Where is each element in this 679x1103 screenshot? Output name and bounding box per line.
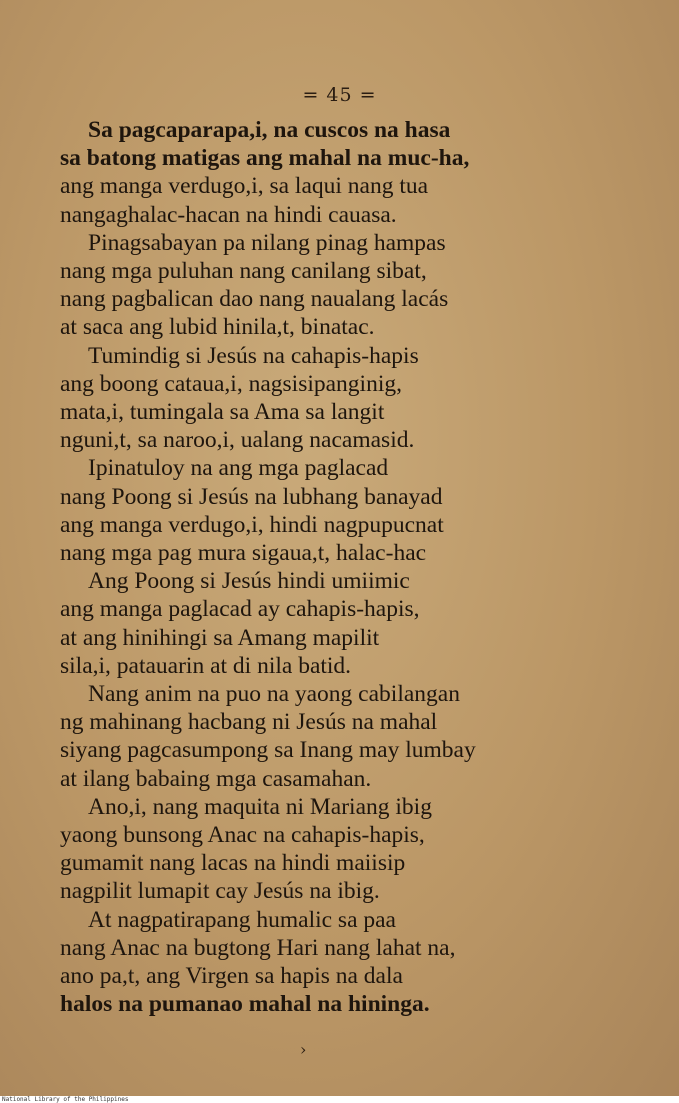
stanza-4-line-2: nang Poong si Jesús na lubhang banayad: [60, 483, 443, 510]
stanza-2-line-2: nang mga puluhan nang canilang sibat,: [60, 258, 427, 285]
stanza-6: [60, 680, 640, 793]
stanza-4-line-3: ang manga verdugo,i, hindi nagpupucnat: [60, 511, 444, 538]
stanza-1-line-4: nangaghalac-hacan na hindi cauasa.: [60, 201, 397, 228]
stanza-7: [60, 793, 640, 906]
stanza-7-line-2: yaong bunsong Anac na cahapis-hapis,: [60, 822, 425, 849]
stanza-5-line-4: sila,i, patauarin at di nila batid.: [60, 652, 352, 679]
stanza-7-line-3: gumamit nang lacas na hindi maiisip: [60, 850, 406, 877]
footer-mark: ›: [300, 1040, 307, 1059]
stanza-3-line-2: ang boong cataua,i, nagsisipanginig,: [60, 370, 402, 397]
stanza-4: [60, 454, 640, 567]
stanza-8-line-3: ano pa,t, ang Virgen sa hapis na dala: [60, 963, 403, 990]
stanza-5-line-3: at ang hinihingi sa Amang mapilit: [60, 624, 380, 651]
stanza-5: [60, 567, 640, 680]
stanza-1-line-2: sa batong matigas ang mahal na muc-ha,: [60, 145, 470, 172]
poem-text: [60, 116, 640, 1019]
stanza-7-line-1: Ano,i, nang maquita ni Mariang ibig: [88, 793, 432, 820]
stanza-5-line-1: Ang Poong si Jesús hindi umiimic: [88, 568, 410, 595]
stanza-2-line-3: nang pagbalican dao nang naualang lacás: [60, 286, 449, 313]
stanza-3: [60, 342, 640, 455]
stanza-8: [60, 906, 640, 1019]
stanza-6-line-3: siyang pagcasumpong sa Inang may lumbay: [60, 737, 476, 764]
stanza-7-line-4: nagpilit lumapit cay Jesús na ibig.: [60, 878, 380, 905]
stanza-3-line-4: nguni,t, sa naroo,i, ualang nacamasid.: [60, 427, 415, 454]
stanza-8-line-1: At nagpatirapang humalic sa paa: [88, 906, 396, 933]
stanza-3-line-1: Tumindig si Jesús na cahapis-hapis: [88, 342, 419, 369]
stanza-2-line-4: at saca ang lubid hinila,t, binatac.: [60, 314, 375, 341]
stanza-6-line-1: Nang anim na puo na yaong cabilangan: [88, 681, 460, 708]
stanza-2: [60, 229, 640, 342]
page-number: = 45 =: [302, 84, 377, 106]
stanza-3-line-3: mata,i, tumingala sa Ama sa langit: [60, 399, 385, 426]
stanza-5-line-2: ang manga paglacad ay cahapis-hapis,: [60, 596, 420, 623]
stanza-1-line-3: ang manga verdugo,i, sa laqui nang tua: [60, 173, 429, 200]
stanza-2-line-1: Pinagsabayan pa nilang pinag hampas: [88, 229, 446, 256]
stanza-4-line-1: Ipinatuloy na ang mga paglacad: [88, 455, 389, 482]
stanza-4-line-4: nang mga pag mura sigaua,t, halac-hac: [60, 540, 427, 567]
stanza-8-line-2: nang Anac na bugtong Hari nang lahat na,: [60, 934, 456, 961]
stanza-6-line-4: at ilang babaing mga casamahan.: [60, 765, 372, 792]
watermark-text: National Library of the Philippines: [2, 1096, 129, 1103]
stanza-1-line-1: Sa pagcaparapa,i, na cuscos na hasa: [88, 117, 451, 143]
stanza-1: [60, 116, 640, 229]
stanza-8-line-4: halos na pumanao mahal na hininga.: [60, 991, 430, 1018]
stanza-6-line-2: ng mahinang hacbang ni Jesús na mahal: [60, 709, 438, 736]
